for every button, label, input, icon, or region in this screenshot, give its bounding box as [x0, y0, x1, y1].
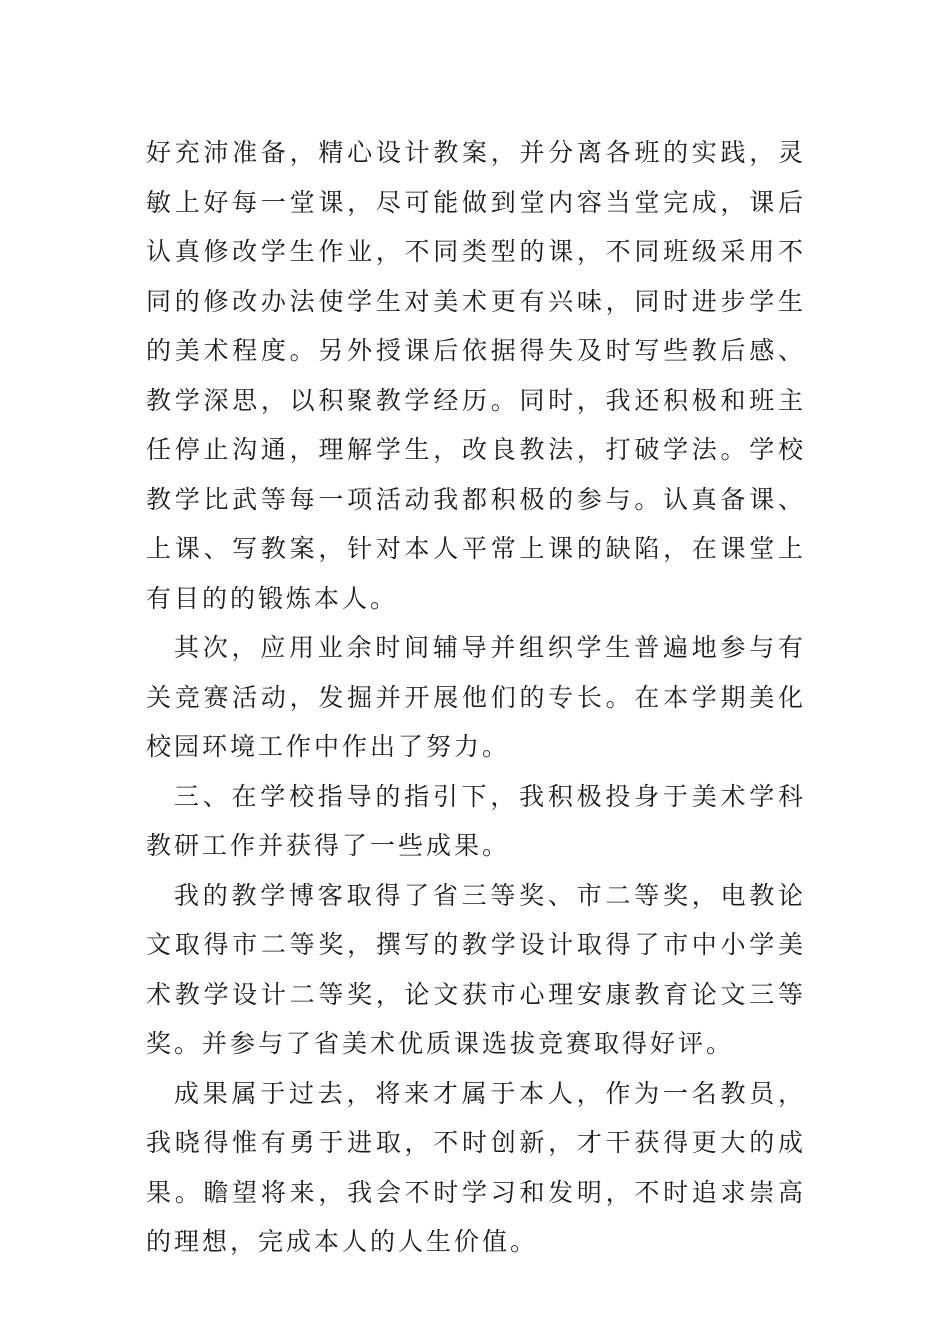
paragraph-outlook: 成果属于过去，将来才属于本人，作为一名教员，我晓得惟有勇于进取，不时创新，才干获得更大的成果。瞻望将来，我会不时学习和发明，不时追求崇高的理想，完成本人的人生价值。	[146, 1078, 806, 1256]
paragraph-research-heading: 三、在学校指导的指引下，我积极投身于美术学科教研工作并获得了一些成果。	[146, 781, 806, 860]
paragraph-teaching-work: 好充沛准备，精心设计教案，并分离各班的实践，灵敏上好每一堂课，尽可能做到堂内容当堂完成，课后认真修改学生作业，不同类型的课，不同班级采用不同的修改办法使学生对美术更有兴味，同时进步学生的美术程度。另外授课后依据得失及时写些教后感、教学深思，以积聚教学经历。同时，我还积极和班主任停止沟通，理解学生，改良教法，打破学法。学校教学比武等每一项活动我都积极的参与。认真备课、上课、写教案，针对本人平常上课的缺陷，在课堂上有目的的锻炼本人。	[146, 138, 806, 613]
paragraph-awards: 我的教学博客取得了省三等奖、市二等奖，电教论文取得市二等奖，撰写的教学设计取得了市中小学美术教学设计二等奖，论文获市心理安康教育论文三等奖。并参与了省美术优质课选拔竞赛取得好评。	[146, 880, 806, 1058]
document-body	[146, 128, 806, 1267]
paragraph-extracurricular: 其次，应用业余时间辅导并组织学生普遍地参与有关竞赛活动，发掘并开展他们的专长。在本学期美化校园环境工作中作出了努力。	[146, 633, 806, 761]
